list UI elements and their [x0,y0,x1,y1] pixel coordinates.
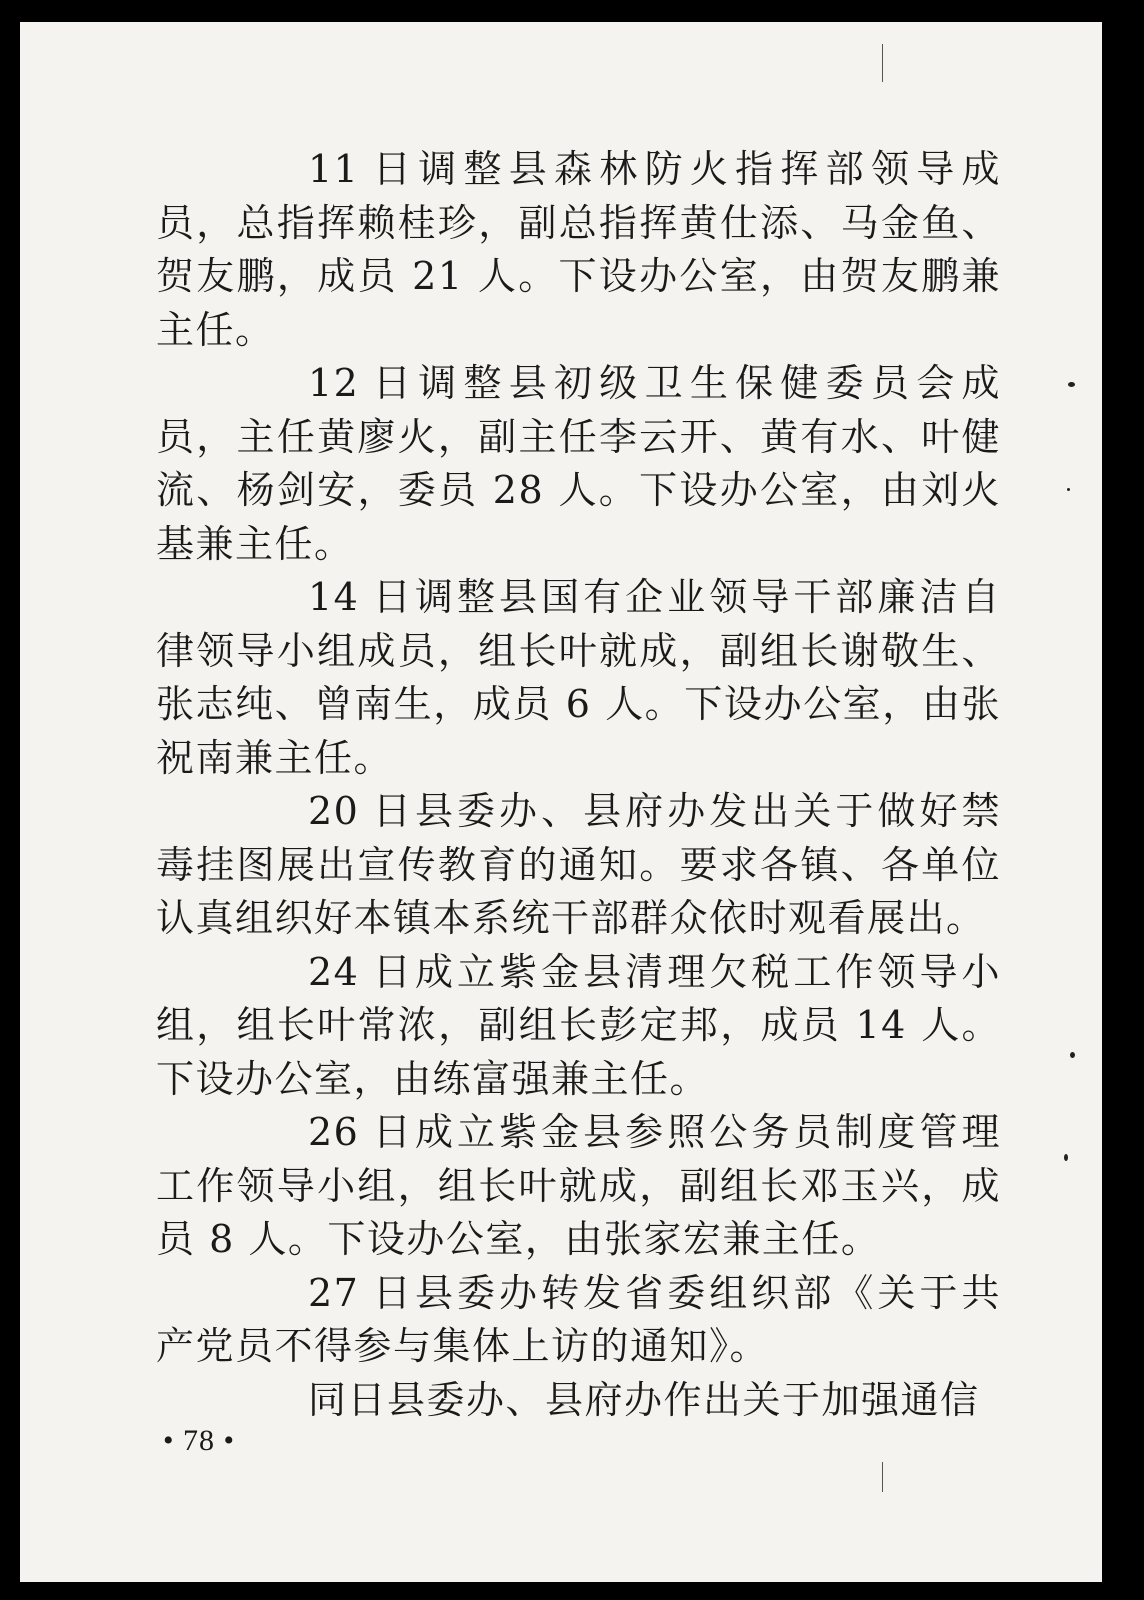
entry-date: 14 日 [308,575,413,619]
entry-date: 20 日 [308,789,413,833]
chronicle-entry [156,785,1001,946]
chronicle-entry [156,1106,1001,1267]
entry-date: 27 日 [308,1270,413,1315]
chronicle-entry [156,143,1001,357]
page-number: • 78 • [163,1424,236,1457]
scan-speck [1068,382,1075,387]
entry-text: 县委办、县府办发出关于做好禁毒挂图展出宣传教育的通知。要求各镇、各单位认真组织好本镇本系统干部群众依时观看展出。 [156,789,1001,940]
entry-text: 成立紫金县清理欠税工作领导小组，组长叶常浓，副组长彭定邦，成员 14 人。下设办公室，由练富强兼主任。 [156,949,1001,1101]
entry-text: 成立紫金县参照公务员制度管理工作领导小组，组长叶就成，副组长邓玉兴，成员 8 人。下设办公室，由张家宏兼主任。 [156,1110,1001,1261]
entry-date: 12 日 [308,361,413,405]
entry-text: 调整县国有企业领导干部廉洁自律领导小组成员，组长叶就成，副组长谢敬生、张志纯、曾南生，成员 6 人。下设办公室，由张祝南兼主任。 [156,575,1001,780]
scan-speck [1070,1052,1075,1058]
chronicle-entry [156,357,1001,571]
scan-speck [1067,488,1070,491]
entry-text: 调整县初级卫生保健委员会成员，主任黄廖火，副主任李云开、黄有水、叶健流、杨剑安，委员 28 人。下设办公室，由刘火基兼主任。 [156,361,1001,566]
scan-mark-bottom [882,1462,883,1492]
entry-date: 24 日 [308,949,413,994]
scan-mark-top [882,44,883,82]
entry-text: 县委办转发省委组织部《关于共产党员不得参与集体上访的通知》。 [156,1270,1001,1368]
chronicle-entry [156,1374,1001,1428]
entry-date: 26 日 [308,1110,413,1154]
chronicle-entry [156,1267,1001,1374]
chronicle-entry [156,571,1001,785]
chronicle-entry [156,946,1001,1107]
chronicle-entries [156,143,1001,1427]
document-page [20,22,1102,1582]
entry-date: 11 日 [308,147,413,191]
scan-speck [1064,1154,1068,1161]
entry-text: 县委办、县府办作出关于加强通信 [387,1377,980,1422]
entry-date: 同日 [308,1377,388,1422]
entry-text: 调整县森林防火指挥部领导成员，总指挥赖桂珍，副总指挥黄仕添、马金鱼、贺友鹏，成员 21 人。下设办公室，由贺友鹏兼主任。 [156,147,1001,352]
